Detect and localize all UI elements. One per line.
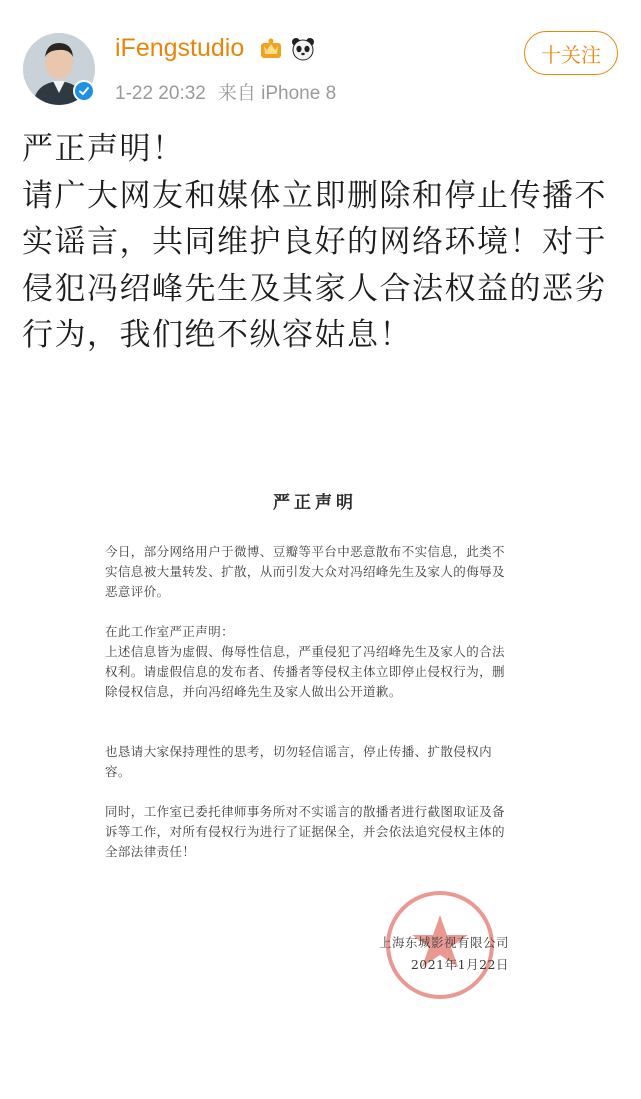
document-paragraph-1: 今日，部分网络用户于微博、豆瓣等平台中恶意散布不实信息，此类不实信息被大量转发、扩散，从而引发大众对冯绍峰先生及家人的侮辱及恶意评价。 [105,544,505,599]
document-signature [379,932,509,976]
document-paragraph-4: 同时，工作室已委托律师事务所对不实谣言的散播者进行截图取证及备诉等工作，对所有侵权行为进行了证据保全，并会依法追究侵权主体的全部法律责任！ [105,804,505,859]
post-body-text: 严正声明！ 请广大网友和媒体立即删除和停止传播不实谣言，共同维护良好的网络环境！对于侵犯冯绍峰先生及其家人合法权益的恶劣行为，我们绝不纵容姑息！ [22,131,607,353]
statement-document-image [95,470,535,1030]
signature-date: 2021年1月22日 [410,957,509,972]
post-header [0,0,641,115]
verified-badge-icon [73,80,95,102]
post-timestamp: 1-22 20:32 [115,83,206,104]
signature-company: 上海东城影视有限公司 [378,935,509,950]
user-badges [258,36,316,62]
username[interactable]: iFengstudio [115,34,245,62]
post-meta [115,78,336,105]
document-paragraph-3: 也恳请大家保持理性的思考，切勿轻信谣言，停止传播、扩散侵权内容。 [105,744,493,779]
post-source: 来自 iPhone 8 [217,83,337,104]
follow-button[interactable]: 十关注 [524,31,618,75]
panda-icon [290,36,316,62]
member-crown-icon [258,36,284,62]
document-title: 严正声明 [273,493,357,513]
document-paragraph-2: 在此工作室严正声明： 上述信息皆为虚假、侮辱性信息，严重侵犯了冯绍峰先生及家人的合法权利。请虚假信息的发布者、传播者等侵权主体立即停止侵权行为，删除侵权信息，并向冯绍峰先生及家人做出公开道歉。 [105,624,505,699]
